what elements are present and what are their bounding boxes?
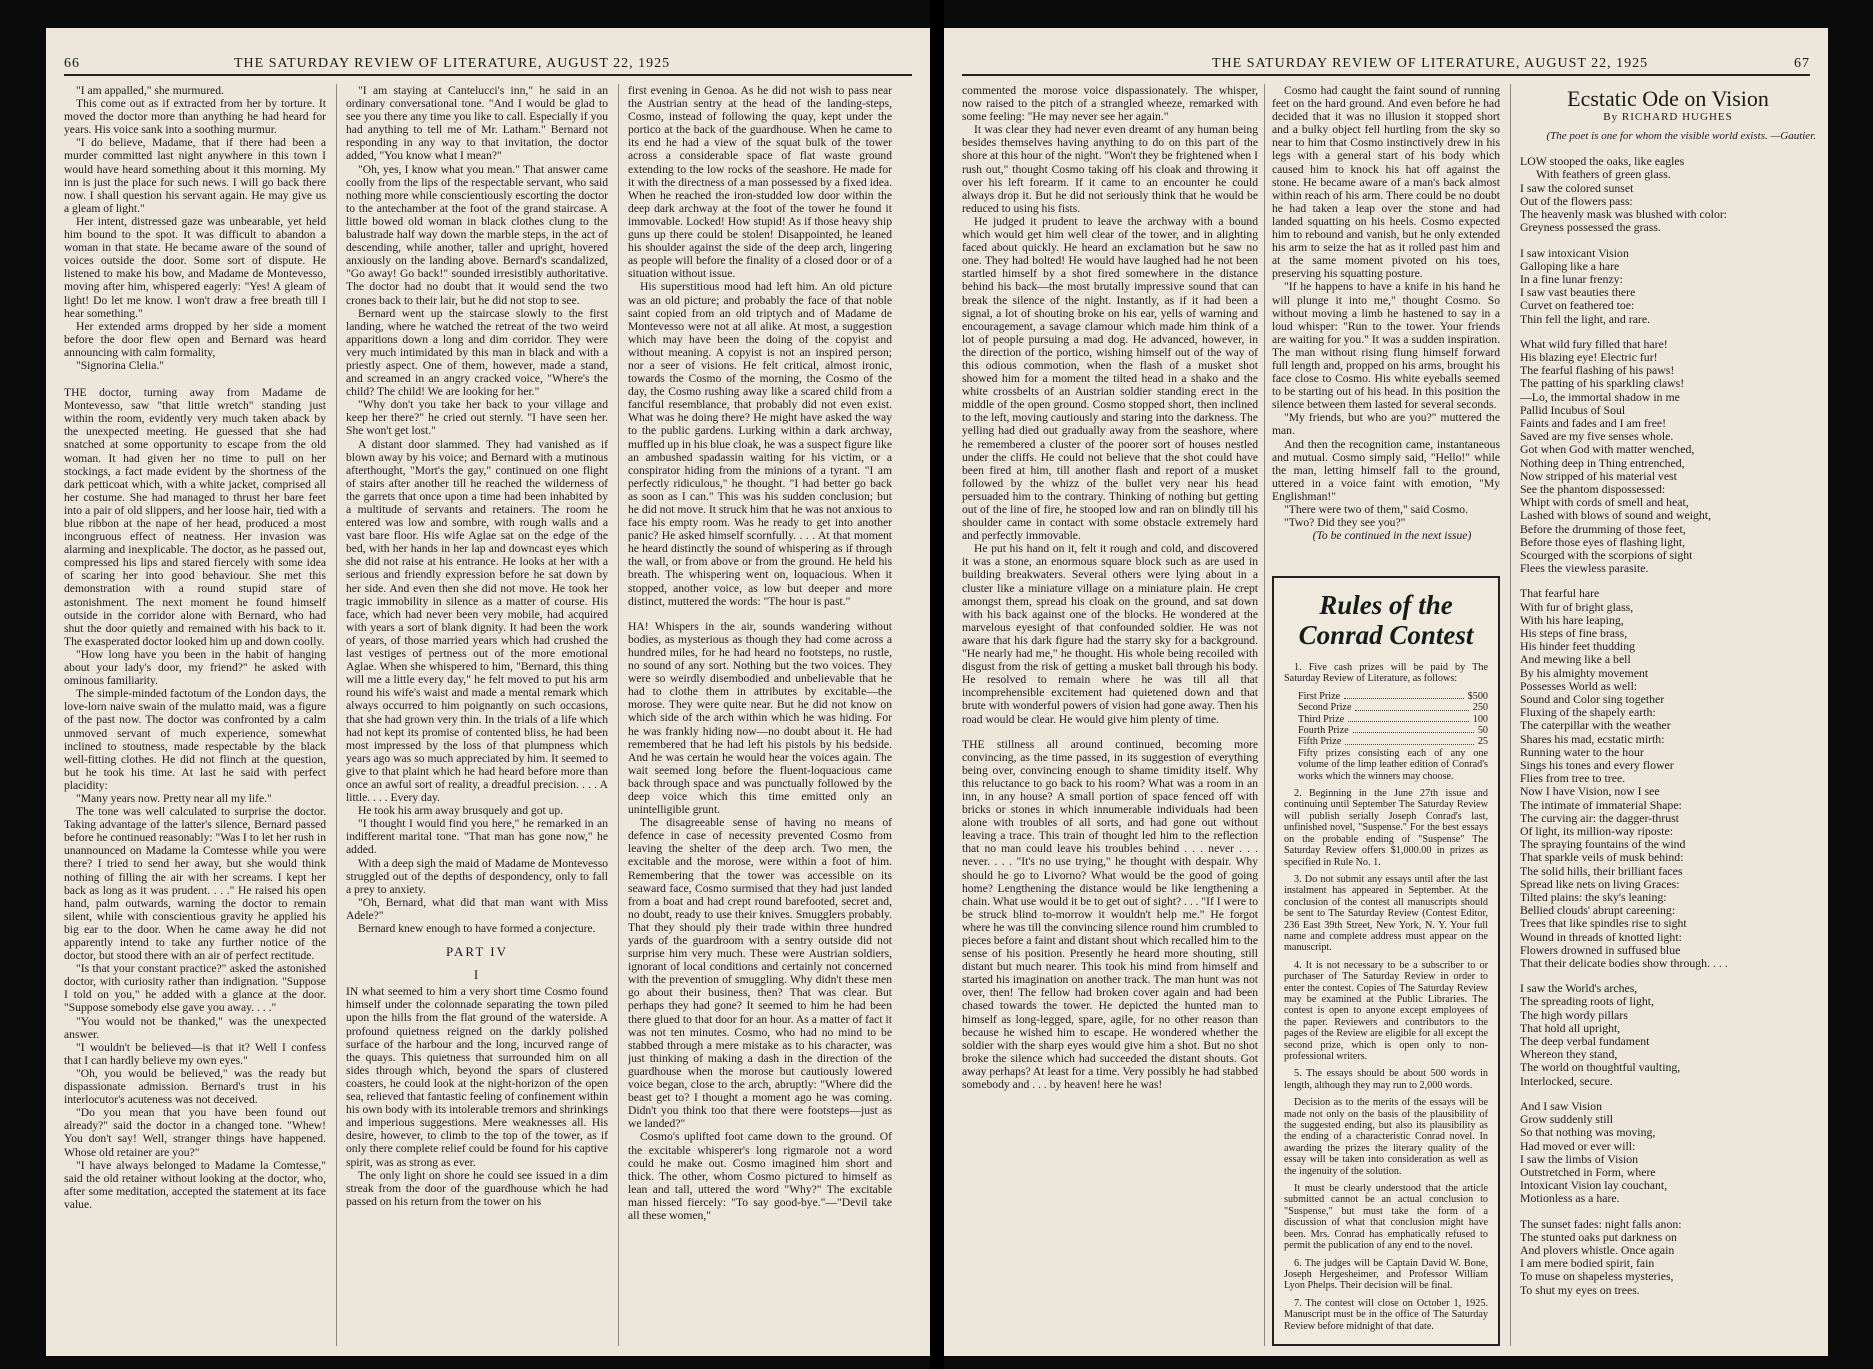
poem-line: Saved are my five senses whole. (1520, 429, 1674, 444)
prize-row (1284, 702, 1488, 713)
contest-rule: Fifty prizes consisting each of any one volume of the limp leather edition of Conrad's works which the winners may choose. (1298, 747, 1488, 782)
poem-line: Now stripped of his material vest (1520, 468, 1677, 483)
paragraph: "Why don't you take her back to your village and keep her there?" he cried out sternly. "I have seen her. She won't get lost." (346, 398, 608, 438)
poem-line: Pallid Incubus of Soul (1520, 402, 1626, 417)
poem-stanza (1520, 247, 1816, 326)
contest-rule: 2. Beginning in the June 27th issue and continuing until September The Saturday Review will publish serially Joseph Conrad's last, unfinished novel, "Suspense." For the best essays on the probable ending of "Suspense" The Saturday Review offers $1,000.00 in prizes as specified in Rule No. 1. (1284, 788, 1488, 868)
paragraph: "Oh, yes, I know what you mean." That answer came coolly from the lips of the respectable servant, who said nothing more while conscientiously escorting the doctor to the antechamber at the foot of the grand staircase. A little bowed old woman in black clothes clung to the balustrade half way down the marble steps, in the act of descending, while another, taller and upright, hovered anxiously on the landing above. Bernard's scandalized, "Go away! Go back!" sounded irresistibly authoritative. The doctor had no doubt that it would send the two crones back to their lair, but he did not stop to see. (346, 162, 608, 307)
paragraph: And then the recognition came, instantaneous and mutual. Cosmo simply said, "Hello!" while the man, letting himself fall to the ground, uttered in a voice faint with emotion, "My Englishman!" (1272, 437, 1500, 503)
poem-line: His steps of fine brass, (1520, 625, 1628, 640)
poem-line: With his hare leaping, (1520, 612, 1624, 627)
poem-line: —Lo, the immortal shadow in me (1520, 389, 1680, 404)
paragraph: HA! Whispers in the air, sounds wandering without bodies, as mysterious as though they had come across a hundred miles, for he had heard no footsteps, no rustle, no sound of any sort. Nothing but the two voices. They were so weirdly disembodied and unbelievable that he had to clothe them in attributes by excitable—the morose. They were quite near. But he did not know on which side of the arch within which he was hiding. For he was frankly hiding now—no doubt about it. He had remembered that he had left his pistols by his bedside. And he was certain he would hear the voices again. The wait seemed long before the fluent-loquacious came back through space and was punctually followed by the deep voice which this time emitted only an unintelligible grunt. (628, 619, 892, 817)
book-gutter (930, 0, 944, 1369)
page-number: 66 (64, 56, 80, 71)
running-head-title: THE SATURDAY REVIEW OF LITERATURE, AUGUST 22, 1925 (234, 56, 671, 71)
poem-line: Curvet on feathered toe: (1520, 298, 1635, 313)
poem-line: The stunted oaks put darkness on (1520, 1229, 1677, 1244)
paragraph: "I thought I would find you here," he remarked in an indifferent marital tone. "That man has gone now," he added. (346, 817, 608, 857)
paragraph: "Oh, you would be believed," was the ready but dispassionate admission. Bernard's trust in his interlocutor's acuteness was not deceived. (64, 1066, 326, 1107)
poem-line: Sound and Color sing together (1520, 692, 1665, 706)
contest-title: Rules of the Conrad Contest (1298, 590, 1474, 650)
column-3 (628, 84, 892, 1346)
poem-line: To muse on shapeless mysteries, (1520, 1269, 1674, 1284)
poem-author: By RICHARD HUGHES (1603, 111, 1733, 124)
prize-row (1284, 714, 1488, 725)
running-head-title: THE SATURDAY REVIEW OF LITERATURE, AUGUST 22, 1925 (1212, 56, 1649, 71)
poem-line: Now I have Vision, now I see (1520, 784, 1660, 799)
paragraph: Bernard went up the staircase slowly to the first landing, where he watched the retreat of the two weird apparitions down a long and dim corridor. They were very much intimidated by this man in black and with a priestly aspect. One of them, however, made a stand, and screamed in an angry cracked voice, "Where's the child? The child! We are looking for her." (346, 306, 608, 399)
prize-amount: 50 (1477, 725, 1488, 737)
contest-rule: 7. The contest will close on October 1, 1925. Manuscript must be in the office of The Saturday Review before midnight of that date. (1284, 1297, 1488, 1332)
poem-line: The solid hills, their brilliant faces (1520, 863, 1683, 878)
poem-line: What wild fury filled that hare! (1520, 336, 1668, 351)
paragraph: Cosmo had caught the faint sound of running feet on the hard ground. And even before he had decided that it was no illusion it stopped short and a bulky object fell hurtling from the sky so near to him that Cosmo instinctively drew in his legs with a general start of his body which caused him to knock his hat off against the stone. He became aware of a man's back almost within reach of his arm. There could be no doubt he had taken a leap over the stone and had landed squatting on his heels. Cosmo expected him to rebound and vanish, but he only extended his arm to seize the hat as it rolled past him and at the same moment pivoted on his toes, preserving his squatting posture. (1272, 84, 1500, 281)
poem-stanza (1520, 1100, 1816, 1206)
poem-line: Wound in threads of knotted light: (1520, 929, 1682, 944)
paragraph: commented the morose voice dispassionately. The whisper, now raised to the pitch of a strangled wheeze, remarked with some feeling: "He may never see her again." (962, 84, 1258, 124)
poem-line: Tilted plains: the sky's leaning: (1520, 890, 1667, 905)
poem-line: The caterpillar with the weather (1520, 718, 1671, 733)
poem-line: Galloping like a hare (1520, 258, 1620, 273)
to-be-continued: (To be continued in the next issue) (1312, 529, 1472, 543)
poem-line: To shut my eyes on trees. (1520, 1282, 1640, 1297)
paragraph: The disagreeable sense of having no means of defence in case of necessity prevented Cosmo from leaving the shelter of the deep arch. Two men, the excitable and the morose, were within a foot of him. Remembering that the tower was accessible on its seaward face, Cosmo surmised that they had just landed from a boat and had crept round barefooted, secret and, no doubt, ready to use their knives. Smugglers probably. That they should ply their trade within three hundred yards of the guardroom with a sentry outside did not surprise him very much. These were Austrian soldiers, ignorant of local conditions and certainly not concerned with the prevention of smuggling. Why didn't these men go about their business, then? That was clear. But perhaps they had gone? It seemed to him he had been there glued to that door for an hour. As a matter of fact it was not ten minutes. Cosmo, who had no mind to be stabbed through a mere mistake as to his character, was just thinking of making a dash in the direction of the guardhouse when the morose but cautiously lowered voice began, close to the arch, abruptly: "Where did the beast get to? I thought a moment ago he was coming. Didn't you think too that there were footsteps—just as we landed?" (628, 816, 892, 1131)
poem-line: And I saw Vision (1520, 1098, 1602, 1113)
paragraph: "I am staying at Cantelucci's inn," he said in an ordinary conversational tone. "And I would be glad to see you there any time you like to call. Especially if you had anything to tell me of Mr. Latham." Bernard not responding in any way to that invitation, the doctor added, "You know what I mean?" (346, 84, 608, 163)
poem-line: Faints and fades and I am free! (1520, 415, 1667, 430)
poem-line: I saw intoxicant Vision (1520, 245, 1629, 260)
contest-rule: 3. Do not submit any essays until after the last instalment has appeared in September. At the conclusion of the contest all manuscripts should be sent to The Saturday Review (Contest Editor, 236 East 39th Street, New York, N. Y. Your full name and complete address must appear on the manuscript. (1284, 873, 1488, 954)
poem-line: Motionless as a hare. (1520, 1191, 1620, 1206)
paragraph: "Do you mean that you have been found out already?" said the doctor in a changed tone. "Whew! You don't say! Well, stranger things have happened. Whose old retainer are you?" (64, 1106, 326, 1159)
poem-stanza (1520, 982, 1816, 1088)
paragraph: The tone was well calculated to surprise the doctor. Taking advantage of the latter's silence, Bernard passed before he continued reasonably: "Was I to let her rush in unannounced on Madame la Comtesse while you were there? I tried to send her away, but she would think nothing of filling the air with her screams. I kept her back as long as it was prudent. . . ." He raised his open hand, palm outwards, warning the doctor to remain silent, while with conscientious gravity he applied his big ear to the door. When he came away he did not apparently intend to take any further notice of the doctor, but stood there with an air of perfect rectitude. (64, 805, 326, 963)
poem-line: The world on thoughtful vaulting, (1520, 1060, 1681, 1075)
poem-line: In a fine lunar frenzy: (1520, 271, 1623, 286)
poem-line: That fearful hare (1520, 586, 1600, 601)
poem-line: Out of the flowers pass: (1520, 193, 1633, 208)
prize-label: Second Prize (1298, 702, 1352, 714)
contest-rule: 6. The judges will be Captain David W. Bone, Joseph Hergesheimer, and Professor William Lyon Phelps. Their decision will be final. (1284, 1257, 1488, 1292)
paragraph: Her extended arms dropped by her side a moment before the door flew open and Bernard was heard announcing with calm formality, (64, 319, 326, 359)
paragraph: It was clear they had never even dreamt of any human being besides themselves having anything to do on this part of the shore at this hour of the night. "Won't they be frightened when I rush out," thought Cosmo taking off his cloak and throwing it over his left forearm. If it came to an encounter he could always drop it. But he did not seriously think that he would be reduced to using his fists. (962, 123, 1258, 215)
poem-line: Interlocked, secure. (1520, 1073, 1613, 1088)
paragraph: "Oh, Bernard, what did that man want with Miss Adele?" (346, 895, 608, 922)
poem-line: Flies from tree to tree. (1520, 771, 1626, 786)
poem-line: The fearful flashing of his paws! (1520, 363, 1675, 378)
poem-line: Spread like nets on living Graces: (1520, 876, 1680, 891)
poem-line: His hinder feet thudding (1520, 639, 1635, 654)
column-2 (346, 84, 608, 1346)
poem-line: Flowers drowned in suffused blue (1520, 942, 1681, 957)
paragraph: "Two? Did they see you?" (1284, 516, 1406, 530)
poem-line: The heavenly mask was blushed with color: (1520, 207, 1728, 222)
prize-amount: 250 (1472, 702, 1488, 714)
paragraph: He took his arm away brusquely and got up. (358, 804, 564, 818)
page-number: 67 (1794, 56, 1810, 71)
poem-line: Before those eyes of flashing light, (1520, 534, 1686, 549)
poem-line: I saw the World's arches, (1520, 981, 1638, 996)
column-rule (336, 84, 337, 1346)
prize-amount: 100 (1472, 713, 1488, 725)
paragraph: IN what seemed to him a very short time Cosmo found himself under the colonnade separating the town piled upon the hills from the flat ground of the waterside. A profound quietness reigned on the darkly polished surface of the harbour and the long, incurved range of the quays. This quietness that surrounded him on all sides through which, beyond the spars of clustered coasters, he could look at the night-horizon of the open sea, relieved that fantastic feeling of confinement within his own body with its intolerable tremors and shrinkings and imperious suggestions. Mere weaknesses all. His desire, however, to climb to the top of the tower, as if only there complete relief could be found for his captive spirit, was as strong as ever. (346, 985, 608, 1169)
running-head (962, 52, 1810, 76)
paragraph: The simple-minded factotum of the London days, the love-lorn naive swain of the mulatto maid, was a figure of the past now. The doctor was confronted by a calm unmoved servant of much experience, somewhat inclined to stoutness, made respectable by the black well-fitting clothes. He did not flinch at the question, but he took his time. At last he said with perfect placidity: (64, 687, 326, 792)
poem-line: Scourged with the scorpions of sight (1520, 547, 1693, 562)
poem-line: That hold all upright, (1520, 1020, 1621, 1035)
prize-amount: 25 (1477, 736, 1488, 748)
paragraph: THE stillness all around continued, becoming more convincing, as the time passed, in its suggestion of everything being over, convincing enough to shame timidity itself. Why this reluctance to go back to his room? What was a room in an inn, in any house? A small portion of space fenced off with bricks or stones in which innumerable individuals had been alone with troubles of all sorts, and had gone out without leaving a trace. This train of thought led him to the reflection that no man could leave his troubles behind . . . never . . . never. . . . "It's no use trying," he thought with despair. Why should he go to Livorno? What would be the good of going home? Lengthening the distance would be like lengthening a chain. What use would it be to get out of sight? . . . "If I were to be struck blind to-morrow it wouldn't help me." He forgot where he was till the convincing silence round him crumbled to pieces before a faint and distant shout which recalled him to the sense of his position. Presently he heard more shouting, still distant but much nearer. This took his mind from himself and started his imagination on another track. The man hunt was not over, then! The fellow had broken cover again and had been chased towards the tower. He depicted the hunted man to himself as long-legged, spare, agile, for no other reason than because he wished him to escape. He wondered whether the soldier with the sharp eyes would give him a shot. But no shot broke the silence which had succeeded the distant shouts. Got away perhaps? At least for a time. Very possibly he had stabbed somebody and . . . by heaven! here he was! (962, 737, 1258, 1092)
poem-line: With fur of bright glass, (1520, 599, 1634, 614)
poem-line: Greyness possessed the grass. (1520, 220, 1661, 235)
poem-line: Sings his tones and every flower (1520, 758, 1674, 773)
prize-row (1284, 736, 1488, 747)
poem-line: Whereon they stand, (1520, 1047, 1618, 1062)
paragraph: "There were two of them," said Cosmo. (1284, 503, 1468, 516)
right-page (944, 28, 1828, 1356)
prize-label: First Prize (1298, 690, 1341, 702)
poem-line: Grow suddenly still (1520, 1112, 1614, 1127)
poem-line: Fluxing of the shapely earth: (1520, 705, 1656, 720)
poem-stanza (1520, 587, 1816, 970)
poem-line: Nothing deep in Thing entrenched, (1520, 455, 1685, 470)
paragraph: This come out as if extracted from her by torture. It moved the doctor more than anything he had heard for years. His voice sank into a soothing murmur. (64, 97, 326, 137)
paragraph: first evening in Genoa. As he did not wish to pass near the Austrian sentry at the head of the landing-steps, Cosmo, instead of following the quay, kept under the portico at the back of the guardhouse. When he came to its end he had a view of the squat bulk of the tower across a considerable space of flat waste ground extending to the low rocks of the seashore. He made for it with the directness of a man possessed by a fixed idea. When he reached the iron-studded low door within the deep dark archway at the foot of the tower he found it immovable. Locked! How stupid! As if those heavy ship guns up there could be stolen! Disappointed, he leaned his shoulder against the side of the deep arch, lingering as people will before the finality of a closed door or of a situation without issue. (628, 84, 892, 281)
paragraph: "How long have you been in the habit of hanging about your lady's door, my friend?" he asked with ominous familiarity. (64, 647, 326, 688)
paragraph: "If he happens to have a knife in his hand he will plunge it into me," thought Cosmo. So without moving a limb he hastened to say in a loud whisper: "Run to the tower. Your friends are waiting for you." It was a sudden inspiration. The man without rising flung himself forward full length and, propped on his arms, brought his face close to Cosmo. His white eyeballs seemed to be starting out of his head. In this position the silence between them lasted for several seconds. (1272, 280, 1500, 412)
poem-line: Whipt with cords of smell and heat, (1520, 495, 1689, 510)
poem-line: The spraying fountains of the wind (1520, 837, 1686, 852)
prize-row (1284, 725, 1488, 736)
poem-line: Had moved or ever will: (1520, 1138, 1636, 1153)
prize-label: Fifth Prize (1298, 736, 1342, 748)
paragraph: His superstitious mood had left him. An old picture was an old picture; and probably the face of that noble saint copied from an old triptych and of Madame de Montevesso were not at all alike. At most, a suggestion which may have been the doing of the copyist and without meaning. A copyist is not an inspired person; nor a seer of visions. He felt critical, almost ironic, towards the Cosmo of the morning, the Cosmo of the day, the Cosmo rushing away like a scared child from a fanciful resemblance, that probably did not even exist. What was he doing there? He might have asked the way to the public gardens. Lurking within a dark archway, muffled up in his blue cloak, he was a suspect figure like an ambushed spadassin waiting for his victim, or a conspirator hiding from the minions of a tyrant. "I am perfectly ridiculous," he thought. "I had better go back as soon as I can." This was his sudden conclusion; but he did not move. It struck him that he was not anxious to face his empty room. Was he ready to get into another panic? He asked himself scornfully. . . . At that moment he heard distinctly the sound of whispering as if through the wall, or from above or from the ground. He held his breath. The whispering went on, loquacious. When it stopped, another voice, as low but deeper and more distinct, muttered the words: "The hour is past." (628, 280, 892, 608)
poem-line: Running water to the hour (1520, 744, 1644, 759)
poem-body (1520, 155, 1816, 1296)
paragraph: THE doctor, turning away from Madame de Montevesso, saw "that little wretch" standing just within the room, evidently very much taken aback by the unexpected meeting. He guessed that she had snatched at some opportunity to escape from the old woman. It had given her no time to pull on her stockings, a fact made evident by the shortness of the dark petticoat which, with a white jacket, comprised all her costume. She had managed to thrust her bare feet into a pair of old slippers, and her loose hair, tied with a blue ribbon at the nape of her head, produced a most incongruous effect of neatness. Her invasion was alarming and inexplicable. The doctor, as he passed out, compressed his lips and stared fiercely with some idea of scaring her into good behaviour. She met this demonstration with a round stupid stare of astonishment. The next moment he found himself outside in the corridor alone with Bernard, who had shut the door quietly and remained with his back to it. The exasperated doctor looked him up and down coolly. (64, 386, 326, 648)
column-rule (1264, 84, 1265, 1346)
poem-epigraph: (The poet is one for whom the visible world exists. —Gautier. (1546, 130, 1816, 143)
poem-line: Shares his mad, ecstatic mirth: (1520, 731, 1665, 746)
poem-line: The intimate of immaterial Shape: (1520, 797, 1682, 812)
poem-line: See the phantom dispossessed: (1520, 481, 1666, 496)
poem-line: And plovers whistle. Once again (1520, 1242, 1675, 1257)
paragraph: Bernard knew enough to have formed a conjecture. (358, 922, 596, 935)
poem-line: With feathers of green glass. (1536, 167, 1671, 182)
poem-line: LOW stooped the oaks, like eagles (1520, 154, 1685, 169)
poem-line: The sunset fades: night falls anon: (1520, 1216, 1682, 1231)
poem-line: So that nothing was moving, (1520, 1125, 1656, 1140)
contest-rule: It must be clearly understood that the article submitted cannot be an actual conclusion to "Suspense," but must take the form of a discussion of what that conclusion might have been. Mrs. Conrad has emphatically refused to permit the publication of any end to the novel. (1284, 1183, 1488, 1252)
prize-amount: $500 (1467, 690, 1488, 702)
paragraph: "You would not be thanked," was the unexpected answer. (64, 1014, 326, 1041)
contest-rule: 5. The essays should be about 500 words in length, although they may run to 2,000 words. (1284, 1068, 1488, 1091)
poem-line: And mewing like a bell (1520, 652, 1631, 667)
poem-line: I saw the limbs of Vision (1520, 1151, 1639, 1166)
poem-line: Flees the viewless parasite. (1520, 561, 1649, 576)
poem-line: His blazing eye! Electric fur! (1520, 349, 1658, 364)
paragraph: "I wouldn't be believed—is that it? Well I confess that I can hardly believe my own eyes." (64, 1040, 326, 1067)
poem-line: Got when God with matter wenched, (1520, 442, 1695, 457)
paragraph: Her intent, distressed gaze was unbearable, yet held him bound to the spot. It was difficult to abandon a woman in that state. He became aware of the sound of voices outside the door. Some sort of dispute. He listened to make his bow, and Madame de Montevesso, moving after him, whispered eagerly: "Yes! A gleam of light! Do let me know. I won't draw a free breath till I hear something." (64, 214, 326, 320)
part-heading: PART IV (446, 944, 508, 960)
paragraph: The only light on shore he could see issued in a dim streak from the door of the guardhouse which he had passed on his return from the tower on his (346, 1168, 608, 1208)
poem-line: The high wordy pillars (1520, 1007, 1628, 1022)
poem-line: That their delicate bodies show through. . . . (1520, 956, 1728, 971)
paragraph: "Is that your constant practice?" asked the astonished doctor, with curiosity rather than indignation. "Suppose I told on you," he added with a glance at the door. "Suppose somebody else gave you away. . . ." (64, 962, 326, 1015)
poem-line: Before the drumming of those feet, (1520, 521, 1686, 536)
poem-line: Thin fell the light, and rare. (1520, 311, 1651, 326)
column-1 (64, 84, 326, 1346)
left-page (46, 28, 930, 1356)
contest-rules-box (1272, 576, 1500, 1346)
poem-stanza (1520, 1218, 1816, 1297)
poem-line: Intoxicant Vision lay couchant, (1520, 1178, 1668, 1193)
poem-line: The curving air: the dagger-thrust (1520, 810, 1679, 825)
column-1 (962, 84, 1258, 1346)
column-2 (1272, 84, 1500, 564)
column-rule (618, 84, 619, 1346)
paragraph: "I do believe, Madame, that if there had been a murder committed last night anywhere in this town I would have heard something about it this morning. My inn is just the place for such news. I will go back there now. I shall question his servant again. He may give us a gleam of light." (64, 136, 326, 215)
poem-line: By his almighty movement (1520, 665, 1649, 680)
chapter-number: I (473, 967, 481, 983)
paragraph: With a deep sigh the maid of Madame de Montevesso struggled out of the depths of despondency, only to fall a prey to anxiety. (346, 856, 608, 896)
running-head (64, 52, 912, 76)
paragraph: Cosmo's uplifted foot came down to the ground. Of the excitable whisperer's long rigmarole not a word could he make out. Cosmo imagined him short and thick. The other, whom Cosmo pictured to himself as lean and tall, uttered the word "Why?" The excitable man hissed fiercely: "To say good-bye."—"Devil take all these women," (628, 1130, 892, 1222)
poem-line: I saw the colored sunset (1520, 180, 1634, 195)
poem-line: The spreading roots of light, (1520, 994, 1654, 1009)
poem-line: The patting of his sparkling claws! (1520, 376, 1685, 391)
paragraph: He judged it prudent to leave the archway with a bound which would get him well clear of the tower, and in alighting faced about quickly. He heard an exclamation but he saw no one. They had bolted! He would have laughed had he not been startled himself by a shot fired somewhere in the distance behind his back—the most brutally impressive sound that can break the silence of the night. Instantly, as if it had been a signal, a lot of shouting broke on his ear, yells of warning and encouragement, a savage clamour which made him think of a lot of people pursuing a mad dog. He advanced, however, in the direction of the portico, wishing himself out of the way of this odious commotion, when the flash of a musket shot showed him for a moment the tilted head in a shako and the white crossbelts of an Austrian soldier standing erect in the middle of the open ground. Cosmo stopped short, then inclined to the left, moving cautiously and staring into the darkness. The yelling had died out gradually away from the seashore, where he remembered a cluster of the poorer sort of houses nestled under the cliffs. He could not believe that the shot could have been fired at him, till another flash and report of a musket followed by the whizz of the bullet very near his head persuaded him to the contrary. Thinking of nothing but getting out of the line of fire, he stooped low and ran on blindly till his shoulder came in contact with some obstacle extremely hard and perfectly immovable. (962, 214, 1258, 543)
contest-rule: Decision as to the merits of the essays will be made not only on the basis of the plausibility of the suggested ending, but also its plausibility as the ending of a characteristic Conrad novel. In awarding the prizes the literary quality of the essay will be taken into consideration as well as the ingenuity of the solution. (1284, 1097, 1488, 1177)
poem-line: Bellied clouds' abrupt careening: (1520, 903, 1676, 918)
paragraph: "Many years now. Pretty near all my life." (76, 791, 272, 805)
poem-title: Ecstatic Ode on Vision (1567, 86, 1769, 111)
prize-label: Third Prize (1298, 713, 1345, 725)
prize-row (1284, 691, 1488, 702)
poem-line: Trees that like spindles rise to sight (1520, 916, 1687, 931)
column-rule (1510, 84, 1511, 1346)
paragraph: "My friends, but who are you?" muttered the man. (1272, 411, 1500, 438)
paragraph: "I have always belonged to Madame la Comtesse," said the old retainer without looking at the doctor, who, after some meditation, accepted the statement at its face value. (64, 1158, 326, 1211)
poem-stanza (1520, 155, 1816, 234)
poem-line: That sparkle veils of musk behind: (1520, 850, 1684, 865)
prize-label: Fourth Prize (1298, 725, 1349, 737)
paragraph: "Signorina Clelia." (76, 358, 165, 372)
poem-line: I saw vast beauties there (1520, 285, 1636, 300)
paragraph: He put his hand on it, felt it rough and cold, and discovered it was a stone, an enormous square block such as are used in building breakwaters. Several others were lying about in a cluster like a miniature village on a miniature plain. He crept amongst them, spread his cloak on the ground, and sat down with his back against one of the blocks. He wondered at the marvelous eyesight of that confounded soldier. He was not aware that his dark figure had the starry sky for a background. "He nearly had me," he thought. His whole being recoiled with disgust from the risk of getting a musket ball through his body. He resolved to remain where he was till all that incomprehensible excitement had quietened down and that brute with wonderful powers of vision had gone away. Then his road would be clear. He would give him plenty of time. (962, 542, 1258, 726)
poem-line: The deep verbal fundament (1520, 1034, 1650, 1049)
poem-line: I am mere bodied spirit, fain (1520, 1256, 1655, 1271)
poem-column (1520, 84, 1816, 1346)
poem-line: Outstretched in Form, where (1520, 1164, 1656, 1179)
paragraph: "I am appalled," she murmured. (76, 84, 224, 97)
poem-stanza (1520, 338, 1816, 576)
paragraph: A distant door slammed. They had vanished as if blown away by his voice; and Bernard with a mutinous afterthought, "Mort's the gay," continued on one flight of stairs after another till he reached the wilderness of the garrets that once upon a time had been inhabited by a multitude of servants and retainers. The room he entered was low and sombre, with rough walls and a vast bare floor. His wife Aglae sat on the edge of the bed, with her hands in her lap and downcast eyes which she did not raise at his entrance. He looks at her with a serious and friendly expression before he sat down by her side. And even then she did not move. He took her tragic immobility in silence as a matter of course. His face, which had never been very mobile, had acquired with years a sort of blank dignity. It had been the work of years, of those married years which had crushed the last vestiges of pertness out of the more emotional Aglae. When she whispered to him, "Bernard, this thing will me a little every day," he felt moved to put his arm round his wife's waist and made a mental remark which always occurred to him poignantly on such occasions, that she had grown very thin. In the trials of a life which had not kept its promise of contented bliss, he had been most impressed by the loss of that plumpness which years ago was so much appreciated by him. It seemed to give to that plaint which he had heard before more than once an awful sort of reality, a dreadful precision. . . . A little. . . . Every day. (346, 437, 608, 805)
poem-line: Possesses World as well: (1520, 678, 1638, 693)
poem-line: Lashed with blows of sound and weight, (1520, 508, 1712, 523)
contest-rule: 1. Five cash prizes will be paid by The Saturday Review of Literature, as follows: (1284, 662, 1488, 685)
contest-rule: 4. It is not necessary to be a subscriber to or purchaser of The Saturday Review in order to enter the contest. Copies of The Saturday Review may be examined at the Public Libraries. The contest is open to anyone except employees of the paper. Reviewers and contributors to the pages of the Review are eligible for all except the second prize, which is open only to non-professional writers. (1284, 959, 1488, 1062)
poem-line: Of light, its million-way riposte: (1520, 824, 1674, 839)
